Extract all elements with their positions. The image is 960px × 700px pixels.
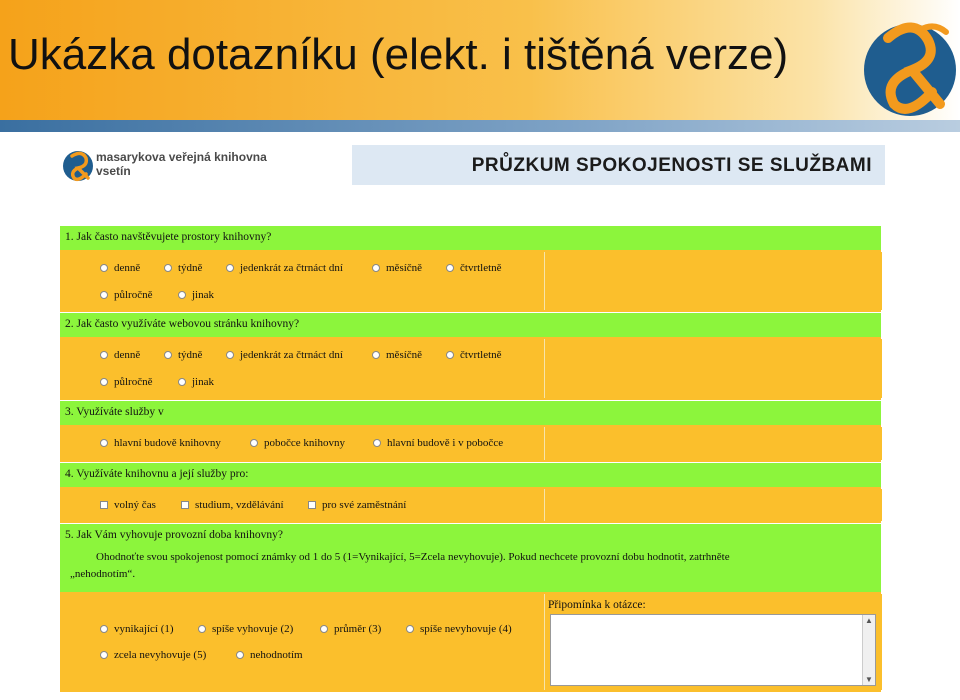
q3-option-hlavni-budova[interactable] <box>100 437 221 449</box>
comment-scrollbar[interactable] <box>862 615 875 685</box>
option-label: spíše nevyhovuje (4) <box>420 623 512 635</box>
comment-label: Připomínka k otázce: <box>548 599 646 611</box>
q5-option-nehodnotim[interactable] <box>236 649 303 661</box>
ampersand-logo-icon <box>848 8 956 116</box>
option-label: jinak <box>192 289 214 301</box>
checkbox-icon <box>308 501 316 509</box>
radio-icon <box>100 625 108 633</box>
option-label: spíše vyhovuje (2) <box>212 623 294 635</box>
option-label: týdně <box>178 349 203 361</box>
question-5-note-line1: Ohodnoťte svou spokojenost pomocí známky od 1 do 5 (1=Vynikající, 5=Zcela nevyhovuje). Pokud nechcete provozní dobu hodnotit, zatrhněte <box>96 551 730 563</box>
option-label: zcela nevyhovuje (5) <box>114 649 207 661</box>
q1-option-mesicne[interactable] <box>372 262 422 274</box>
radio-icon <box>373 439 381 447</box>
question-2-header <box>60 313 881 337</box>
radio-icon <box>178 378 186 386</box>
radio-icon <box>100 351 108 359</box>
q1-option-denne[interactable] <box>100 262 140 274</box>
option-label: jedenkrát za čtrnáct dní <box>240 262 343 274</box>
library-name <box>96 150 267 178</box>
radio-icon <box>226 351 234 359</box>
option-label: půlročně <box>114 376 153 388</box>
option-label: týdně <box>178 262 203 274</box>
q3-option-pobocka[interactable] <box>250 437 345 449</box>
option-label: studium, vzdělávání <box>195 499 284 511</box>
radio-icon <box>250 439 258 447</box>
option-label: průměr (3) <box>334 623 382 635</box>
q2-option-pulrocne[interactable] <box>100 376 152 388</box>
option-label: volný čas <box>114 499 156 511</box>
scroll-down-arrow-icon[interactable]: ▼ <box>865 675 873 684</box>
option-label: nehodnotím <box>250 649 303 661</box>
checkbox-icon <box>181 501 189 509</box>
library-name-line1: masarykova veřejná knihovna <box>96 150 267 164</box>
checkbox-icon <box>100 501 108 509</box>
question-5-note-line2: „nehodnotím“. <box>70 568 136 580</box>
option-label: čtvrtletně <box>460 349 502 361</box>
q5-option-vynikajici[interactable] <box>100 623 174 635</box>
question-5-instructions <box>70 549 876 583</box>
radio-icon <box>320 625 328 633</box>
q1-option-tydne[interactable] <box>164 262 202 274</box>
radio-icon <box>236 651 244 659</box>
radio-icon <box>198 625 206 633</box>
option-label: hlavní budově i v pobočce <box>387 437 504 449</box>
q4-option-volny-cas[interactable] <box>100 499 156 511</box>
radio-icon <box>100 291 108 299</box>
option-label: pobočce knihovny <box>264 437 345 449</box>
q1-option-ctrnact-dni[interactable] <box>226 262 343 274</box>
option-label: pro své zaměstnání <box>322 499 407 511</box>
question-4-header <box>60 463 881 487</box>
question-2-answers <box>60 337 881 400</box>
q3-option-obe[interactable] <box>373 437 503 449</box>
q5-option-spise-vyhovuje[interactable] <box>198 623 293 635</box>
radio-icon <box>372 351 380 359</box>
question-3-extra-cell <box>544 427 882 460</box>
question-3-title: 3. Využíváte služby v <box>65 406 164 418</box>
q5-option-spise-nevyhovuje[interactable] <box>406 623 512 635</box>
radio-icon <box>406 625 414 633</box>
option-label: denně <box>114 349 141 361</box>
radio-icon <box>446 351 454 359</box>
option-label: vynikající (1) <box>114 623 174 635</box>
q1-option-jinak[interactable] <box>178 289 214 301</box>
option-label: hlavní budově knihovny <box>114 437 221 449</box>
survey-banner-title: PRŮZKUM SPOKOJENOSTI SE SLUŽBAMI <box>471 155 872 176</box>
radio-icon <box>100 651 108 659</box>
q2-option-tydne[interactable] <box>164 349 202 361</box>
radio-icon <box>226 264 234 272</box>
q4-option-studium[interactable] <box>181 499 284 511</box>
q5-option-prumer[interactable] <box>320 623 381 635</box>
option-label: měsíčně <box>386 349 423 361</box>
q1-option-ctvrtletne[interactable] <box>446 262 502 274</box>
radio-icon <box>100 264 108 272</box>
radio-icon <box>164 351 172 359</box>
question-5-title: 5. Jak Vám vyhovuje provozní doba knihovny? <box>65 529 283 541</box>
q4-option-zamestnani[interactable] <box>308 499 406 511</box>
radio-icon <box>372 264 380 272</box>
radio-icon <box>100 439 108 447</box>
question-4-extra-cell <box>544 489 882 521</box>
q1-option-pulrocne[interactable] <box>100 289 152 301</box>
q2-option-denne[interactable] <box>100 349 140 361</box>
radio-icon <box>446 264 454 272</box>
q2-option-mesicne[interactable] <box>372 349 422 361</box>
option-label: jedenkrát za čtrnáct dní <box>240 349 343 361</box>
q2-option-jinak[interactable] <box>178 376 214 388</box>
radio-icon <box>164 264 172 272</box>
question-1-header <box>60 226 881 250</box>
option-label: denně <box>114 262 141 274</box>
option-label: čtvrtletně <box>460 262 502 274</box>
q2-option-ctvrtletne[interactable] <box>446 349 502 361</box>
radio-icon <box>178 291 186 299</box>
question-2-extra-cell <box>544 339 882 398</box>
question-1-title: 1. Jak často navštěvujete prostory knihovny? <box>65 231 272 243</box>
question-3-header <box>60 401 881 425</box>
question-2-title: 2. Jak často využíváte webovou stránku knihovny? <box>65 318 300 330</box>
option-label: jinak <box>192 376 214 388</box>
option-label: půlročně <box>114 289 153 301</box>
library-name-line2: vsetín <box>96 164 131 178</box>
slide-header <box>0 0 960 120</box>
slide-title: Ukázka dotazníku (elekt. i tištěná verze) <box>8 30 789 79</box>
question-1-answers <box>60 250 881 312</box>
scroll-up-arrow-icon[interactable]: ▲ <box>865 616 873 625</box>
comment-textarea[interactable] <box>550 614 876 686</box>
header-band <box>0 120 960 132</box>
survey-banner <box>352 145 885 185</box>
question-1-extra-cell <box>544 252 882 310</box>
radio-icon <box>100 378 108 386</box>
q5-option-zcela-nevyhovuje[interactable] <box>100 649 206 661</box>
option-label: měsíčně <box>386 262 423 274</box>
q2-option-ctrnact-dni[interactable] <box>226 349 343 361</box>
question-4-title: 4. Využíváte knihovnu a její služby pro: <box>65 468 249 480</box>
